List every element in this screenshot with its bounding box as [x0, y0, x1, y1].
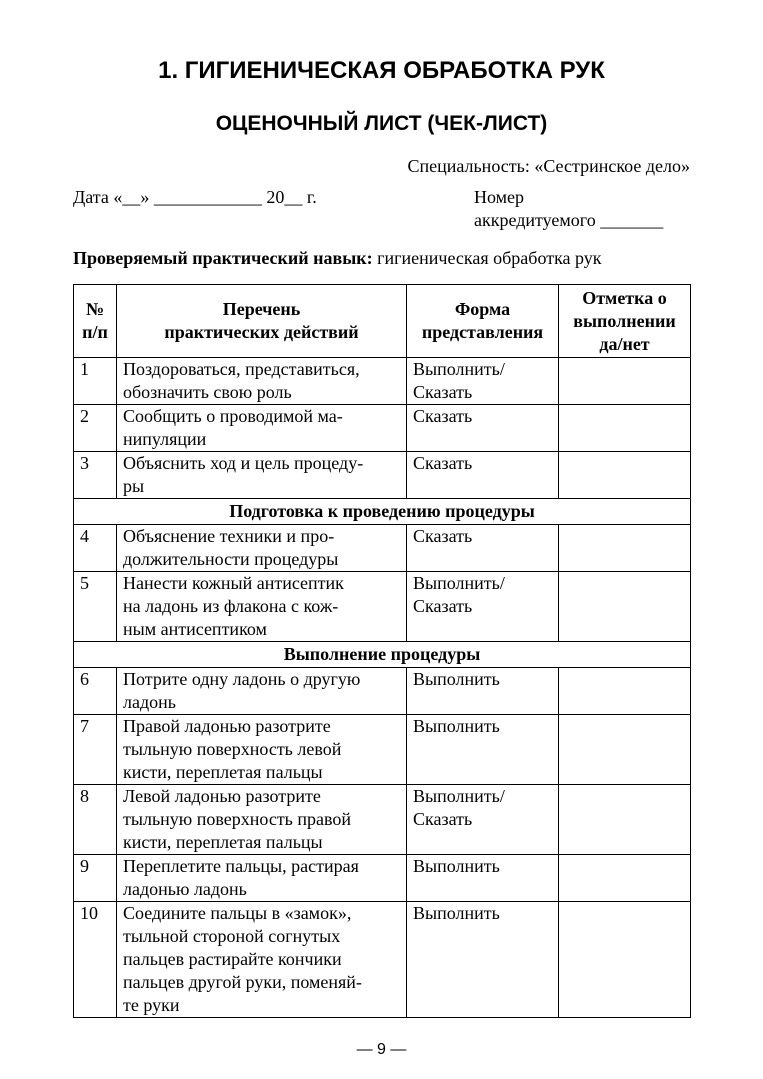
row-form: Сказать: [407, 452, 559, 499]
table-row: [74, 902, 691, 1018]
row-num: 4: [74, 525, 117, 572]
accredited-label: аккредитуемого _______: [474, 210, 664, 230]
document-subtitle: ОЦЕНОЧНЫЙ ЛИСТ (ЧЕК-ЛИСТ): [215, 112, 548, 135]
section-preparation: Подготовка к проведению процедуры: [74, 499, 691, 525]
row-mark[interactable]: [559, 668, 691, 715]
row-mark[interactable]: [559, 855, 691, 902]
section-row-execution: [74, 642, 691, 668]
row-action: Соедините пальцы в «замок», тыльной стороной согнутых пальцев растирайте кончики пальцев другой руки, поменяй- те руки: [117, 902, 407, 1018]
table-row: [74, 715, 691, 785]
table-row: [74, 525, 691, 572]
row-action: Потрите одну ладонь о другую ладонь: [117, 668, 407, 715]
number-label: Номер: [474, 187, 525, 207]
row-num: 9: [74, 855, 117, 902]
row-action: Поздороваться, представиться, обозначить свою роль: [117, 358, 407, 405]
row-mark[interactable]: [559, 902, 691, 1018]
row-action: Сообщить о проводимой ма- нипуляции: [117, 405, 407, 452]
row-num: 7: [74, 715, 117, 785]
row-num: 6: [74, 668, 117, 715]
accredited-number-block: [474, 186, 663, 232]
skill-line: [73, 247, 602, 269]
header-mark: Отметка о выполнении да/нет: [559, 285, 691, 358]
row-action: Переплетите пальцы, растирая ладонью ладонь: [117, 855, 407, 902]
skill-label: Проверяемый практический навык:: [73, 248, 373, 268]
row-mark[interactable]: [559, 525, 691, 572]
row-num: 2: [74, 405, 117, 452]
table-row: [74, 785, 691, 855]
document-title: 1. ГИГИЕНИЧЕСКАЯ ОБРАБОТКА РУК: [158, 57, 605, 84]
row-form: Выполнить/ Сказать: [407, 785, 559, 855]
header-actions: Перечень практических действий: [117, 285, 407, 358]
page-number: — 9 —: [356, 1041, 407, 1058]
header-form: Форма представления: [407, 285, 559, 358]
table-row: [74, 358, 691, 405]
row-action: Нанести кожный антисептик на ладонь из флакона с кож- ным антисептиком: [117, 572, 407, 642]
row-mark[interactable]: [559, 358, 691, 405]
row-action: Левой ладонью разотрите тыльную поверхность правой кисти, переплетая пальцы: [117, 785, 407, 855]
row-form: Выполнить: [407, 902, 559, 1018]
row-form: Выполнить: [407, 715, 559, 785]
row-num: 1: [74, 358, 117, 405]
row-num: 5: [74, 572, 117, 642]
table-row: [74, 668, 691, 715]
row-mark[interactable]: [559, 785, 691, 855]
row-form: Выполнить: [407, 668, 559, 715]
row-action: Объяснение техники и про- должительности процедуры: [117, 525, 407, 572]
skill-value: гигиеническая обработка рук: [372, 248, 602, 268]
table-row: [74, 452, 691, 499]
row-num: 3: [74, 452, 117, 499]
section-execution: Выполнение процедуры: [74, 642, 691, 668]
table-row: [74, 855, 691, 902]
row-form: Выполнить: [407, 855, 559, 902]
header-num: № п/п: [74, 285, 117, 358]
row-mark[interactable]: [559, 715, 691, 785]
row-mark[interactable]: [559, 452, 691, 499]
row-form: Сказать: [407, 405, 559, 452]
row-mark[interactable]: [559, 405, 691, 452]
table-row: [74, 572, 691, 642]
row-num: 10: [74, 902, 117, 1018]
section-row-preparation: [74, 499, 691, 525]
date-line: Дата «__» ____________ 20__ г.: [73, 187, 317, 207]
row-form: Выполнить/ Сказать: [407, 572, 559, 642]
specialty-line: Специальность: «Сестринское дело»: [407, 156, 690, 176]
row-action: Правой ладонью разотрите тыльную поверхность левой кисти, переплетая пальцы: [117, 715, 407, 785]
row-action: Объяснить ход и цель процеду- ры: [117, 452, 407, 499]
row-mark[interactable]: [559, 572, 691, 642]
checklist-table: [73, 284, 691, 1018]
row-form: Сказать: [407, 525, 559, 572]
table-row: [74, 405, 691, 452]
row-form: Выполнить/ Сказать: [407, 358, 559, 405]
table-header-row: [74, 285, 691, 358]
row-num: 8: [74, 785, 117, 855]
